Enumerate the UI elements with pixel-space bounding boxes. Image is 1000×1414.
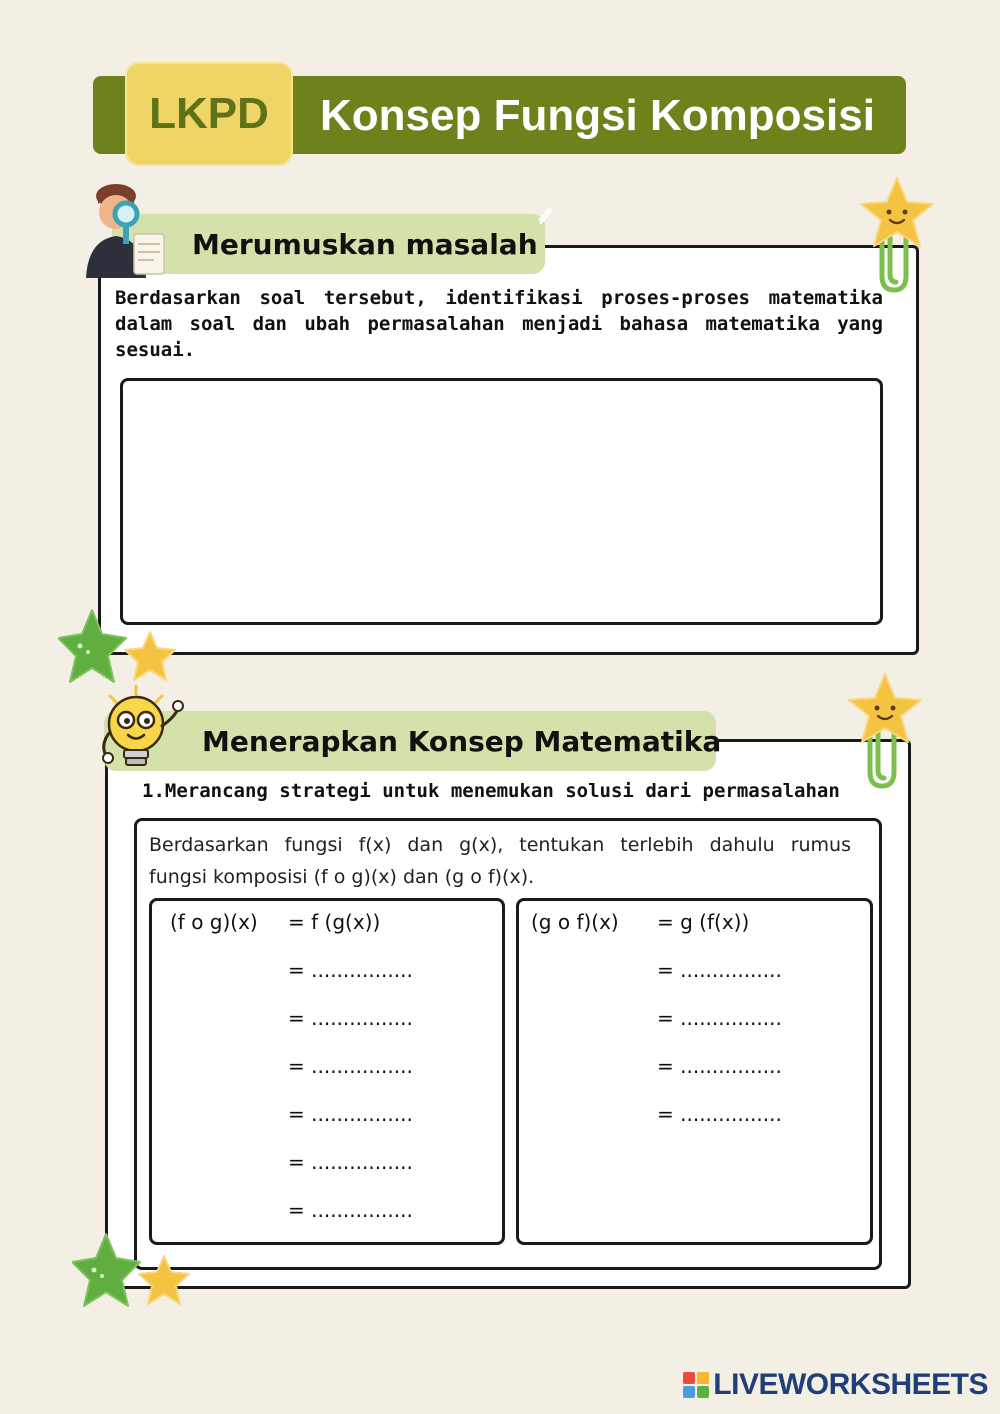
gof-first-rhs: = g (f(x)) <box>657 910 750 934</box>
stars-decoration-icon <box>58 608 182 692</box>
lightbulb-mascot-icon <box>96 682 188 778</box>
gof-lhs: (g o f)(x) <box>531 910 619 934</box>
strategy-instruction-line1: Berdasarkan fungsi f(x) dan g(x), tentukan terlebih dahulu rumus <box>149 834 851 856</box>
strategy-instruction-line2: fungsi komposisi (f o g)(x) dan (g o f)(x). <box>149 866 535 888</box>
star-clip-icon-2 <box>846 672 924 792</box>
fog-blank-line: = ................ <box>288 1102 413 1126</box>
section1-label <box>112 214 545 274</box>
section1-answer-box[interactable] <box>120 378 883 625</box>
fog-blank-line: = ................ <box>288 1150 413 1174</box>
step1-heading: 1.Merancang strategi untuk menemukan solusi dari permasalahan <box>142 780 840 802</box>
fog-blank-line: = ................ <box>288 1006 413 1030</box>
liveworksheets-watermark <box>683 1368 988 1402</box>
star-clip-icon <box>858 176 936 296</box>
fog-lhs: (f o g)(x) <box>170 910 258 934</box>
gof-blank-line: = ................ <box>657 1054 782 1078</box>
lkpd-badge: LKPD <box>125 62 293 166</box>
watermark-text: LIVEWORKSHEETS <box>713 1368 988 1401</box>
fog-blank-line: = ................ <box>288 1054 413 1078</box>
gof-blank-line: = ................ <box>657 958 782 982</box>
gof-blank-line: = ................ <box>657 1006 782 1030</box>
page-title: Konsep Fungsi Komposisi <box>320 91 875 140</box>
student-magnifier-icon <box>78 182 174 278</box>
section1-label-text: Merumuskan masalah <box>192 227 538 261</box>
gof-blank-line: = ................ <box>657 1102 782 1126</box>
fog-first-rhs: = f (g(x)) <box>288 910 381 934</box>
section2-label <box>104 711 722 771</box>
stars-decoration-icon-2 <box>72 1232 196 1316</box>
liveworksheets-logo-icon <box>683 1372 709 1398</box>
section1-instruction: Berdasarkan soal tersebut, identifikasi proses-proses matematika dalam soal dan ubah permasalahan menjadi bahasa matematika yang sesuai. <box>115 287 883 361</box>
section2-label-text: Menerapkan Konsep Matematika <box>202 724 722 758</box>
fog-blank-line: = ................ <box>288 958 413 982</box>
paperclip-icon <box>534 206 556 228</box>
fog-blank-line: = ................ <box>288 1198 413 1222</box>
